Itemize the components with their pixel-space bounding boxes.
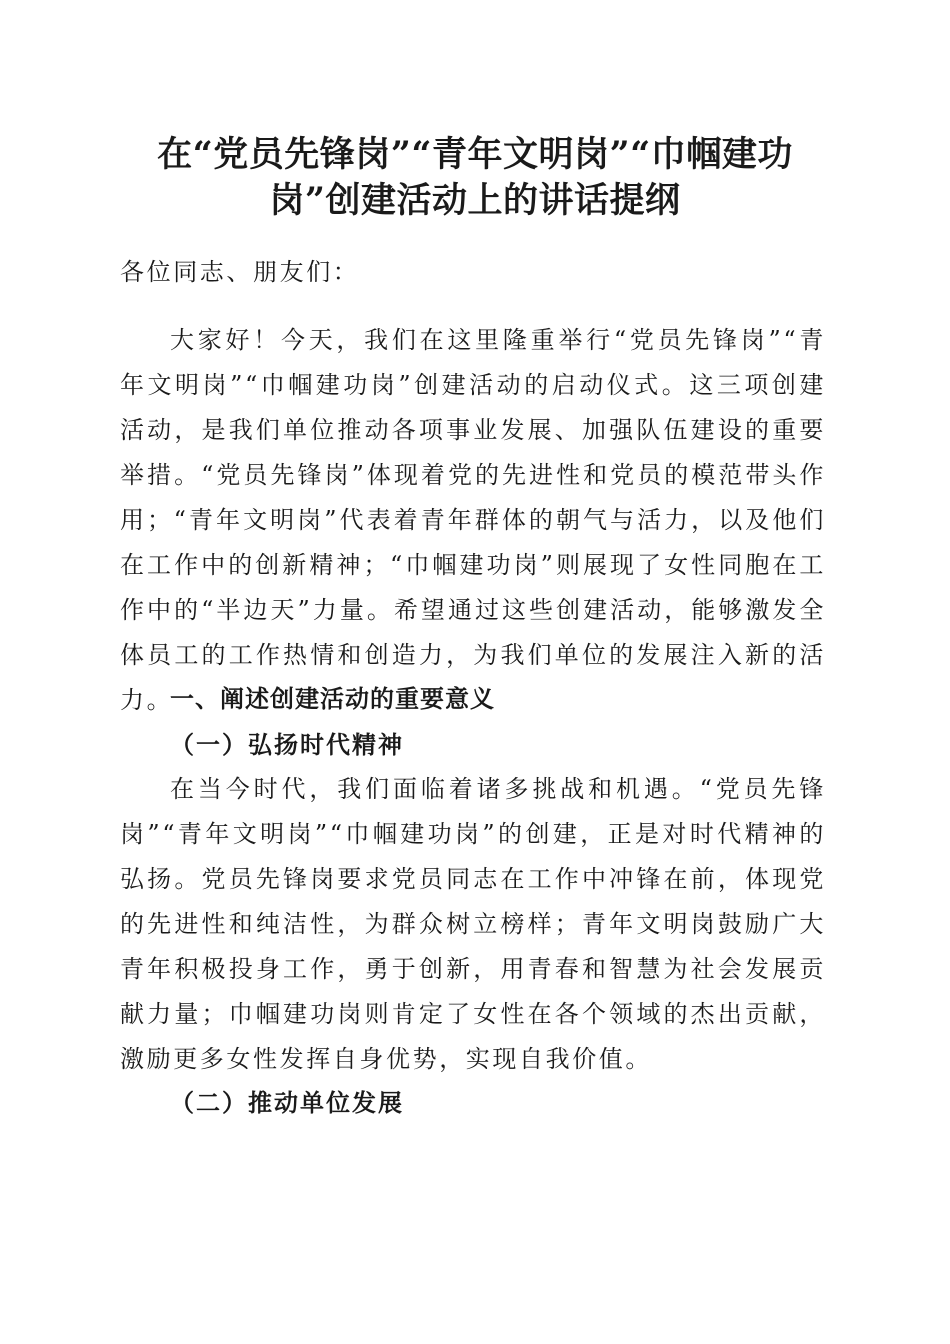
subsection-heading-1: （一）弘扬时代精神 [170,730,404,759]
section-heading-1: 一、阐述创建活动的重要意义 [170,685,495,713]
document-title [100,132,850,224]
title-line-2: 岗”创建活动上的讲话提纲 [269,180,681,221]
salutation: 各位同志、朋友们： [120,258,360,286]
opening-paragraph: 大家好！今天，我们在这里隆重举行“党员先锋岗”“青年文明岗”“巾帼建功岗”创建活动的启动仪式。这三项创建活动，是我们单位推动各项事业发展、加强队伍建设的重要举措。“党员先锋岗”体现着党的先进性和党员的模范带头作用；“青年文明岗”代表着青年群体的朝气与活力，以及他们在工作中的创新精神；“巾帼建功岗”则展现了女性同胞在工作中的“半边天”力量。希望通过这些创建活动，能够激发全体员工的工作热情和创造力，为我们单位的发展注入新的活力。 [120,326,826,714]
title-line-1: 在“党员先锋岗”“青年文明岗”“巾帼建功 [157,134,793,175]
subsection-1-paragraph: 在当今时代，我们面临着诸多挑战和机遇。“党员先锋岗”“青年文明岗”“巾帼建功岗”的创建，正是对时代精神的弘扬。党员先锋岗要求党员同志在工作中冲锋在前，体现党的先进性和纯洁性，为群众树立榜样；青年文明岗鼓励广大青年积极投身工作，勇于创新，用青春和智慧为社会发展贡献力量；巾帼建功岗则肯定了女性在各个领域的杰出贡献，激励更多女性发挥自身优势，实现自我价值。 [120,775,826,1073]
subsection-heading-2: （二）推动单位发展 [170,1088,404,1117]
